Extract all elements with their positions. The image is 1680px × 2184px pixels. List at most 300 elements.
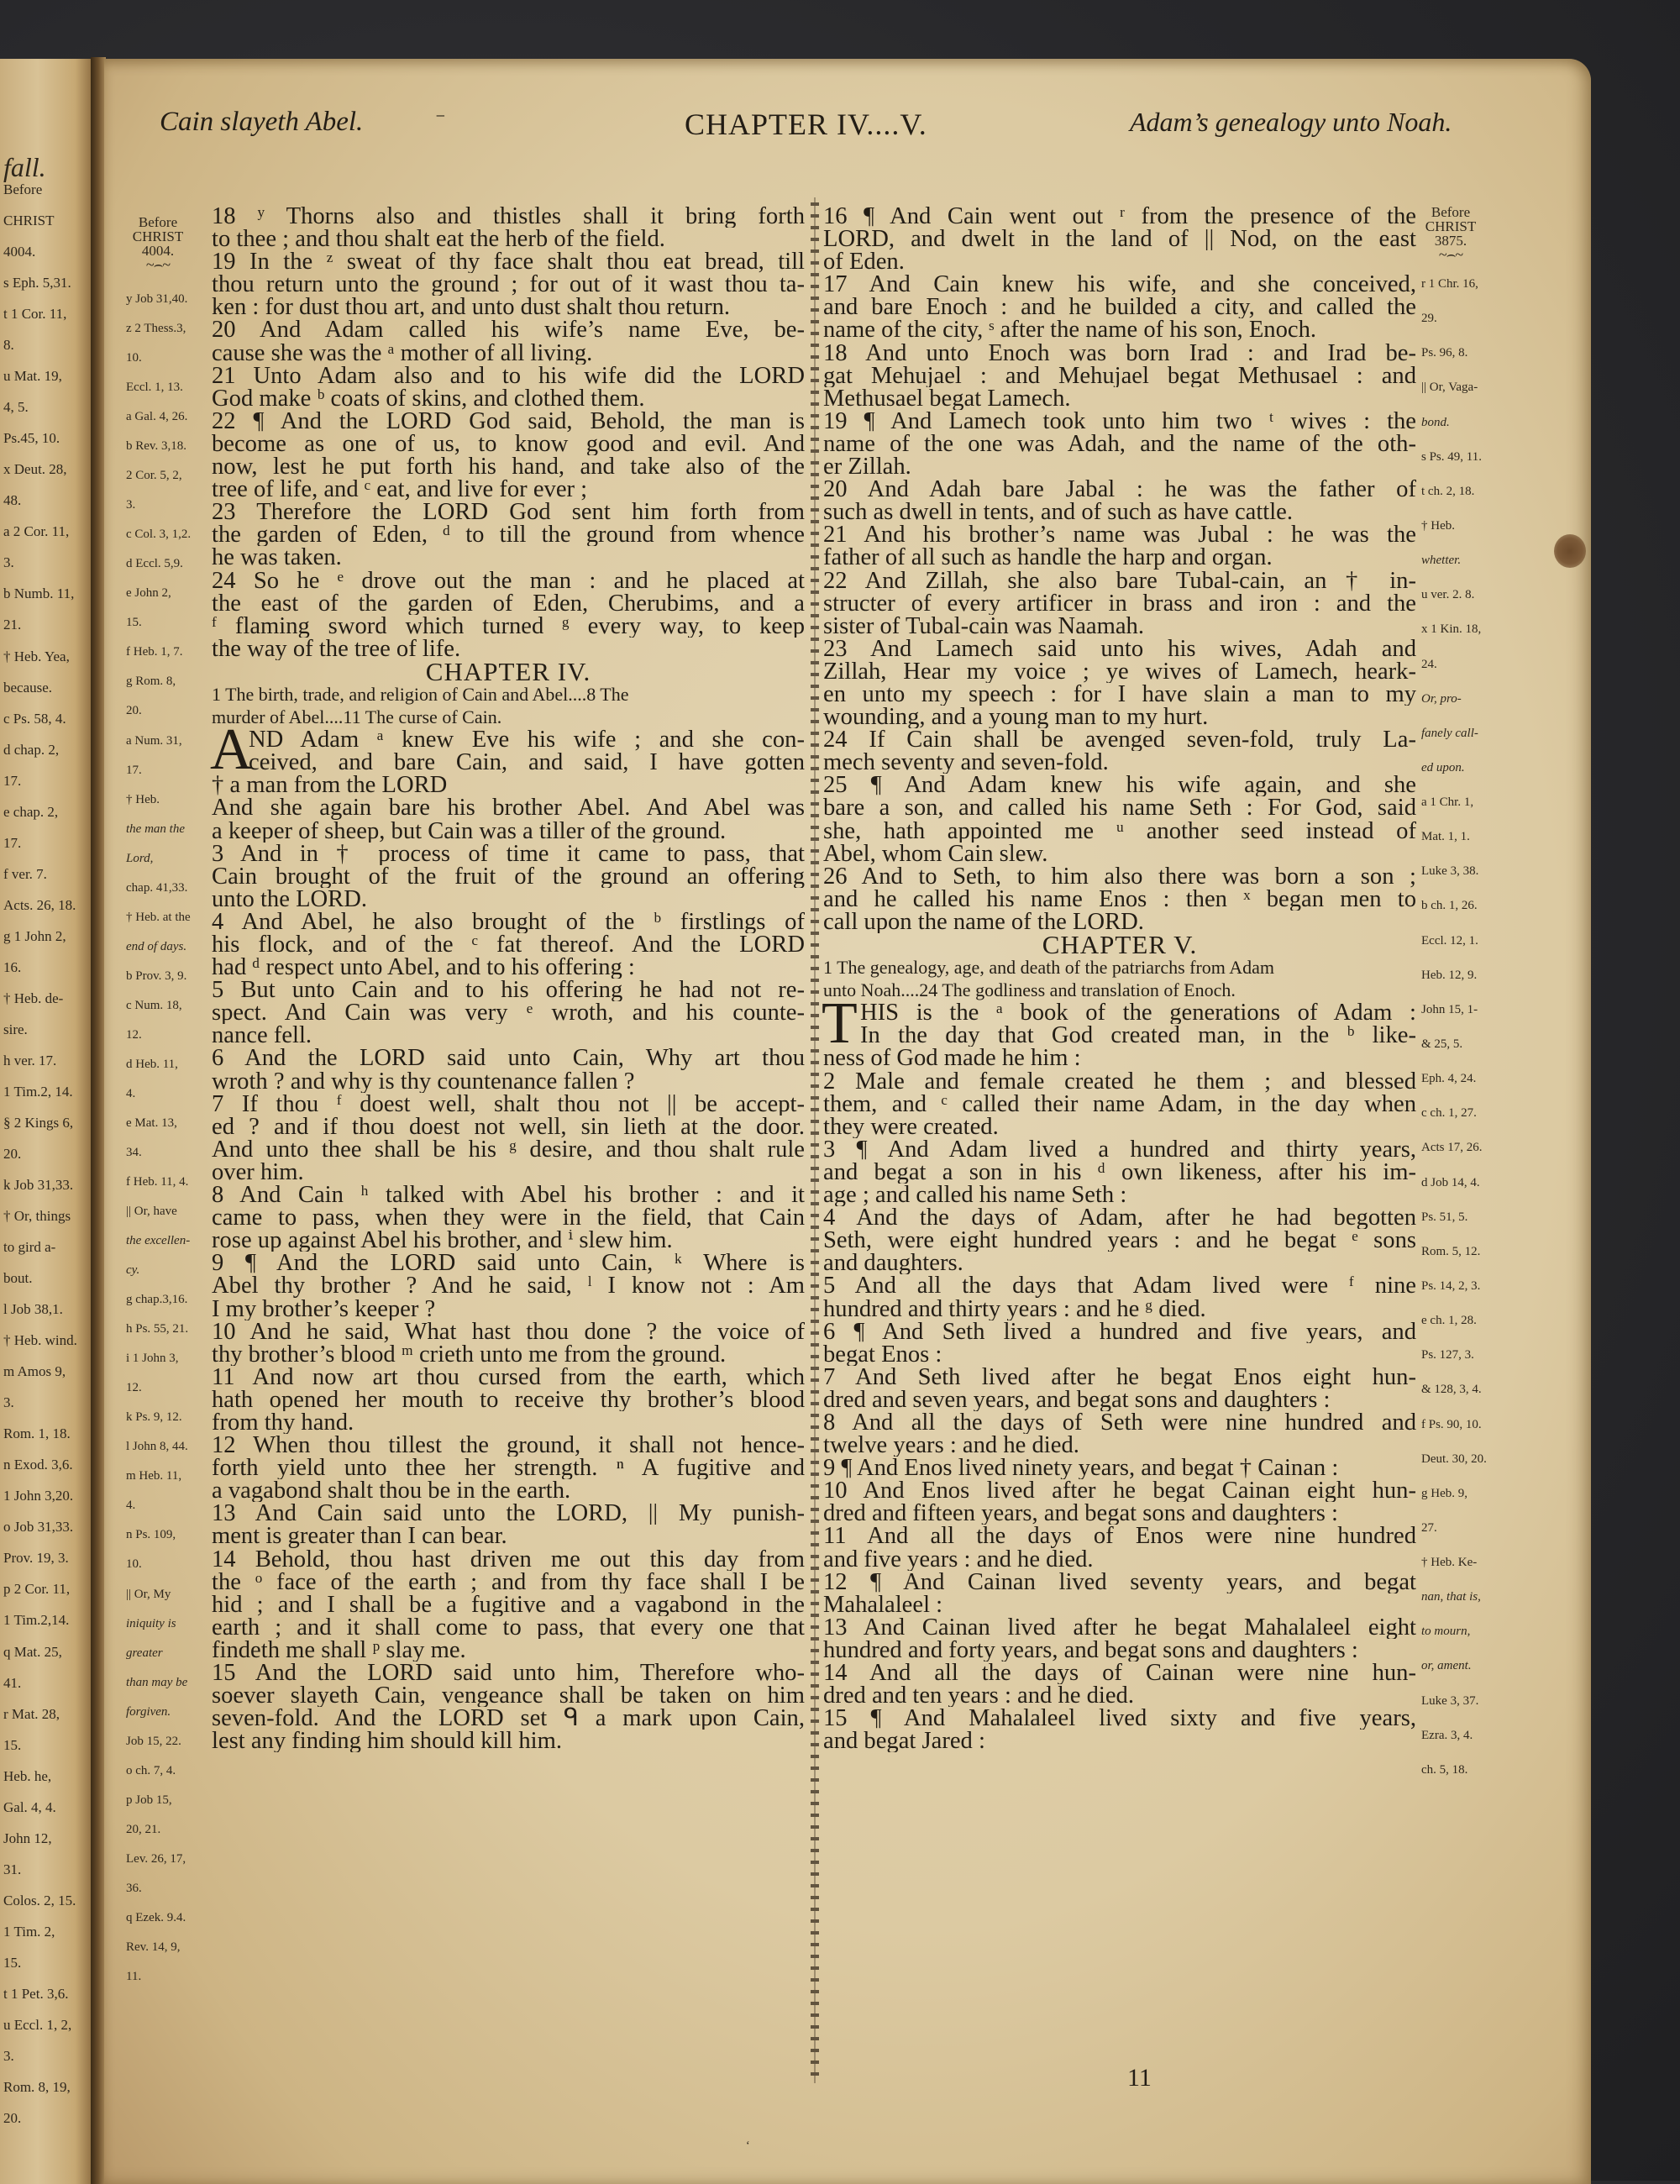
margin-reference: t ch. 2, 18. (1421, 484, 1475, 498)
margin-reference: whetter. (1421, 554, 1462, 568)
text-line: Abel, whom Cain slew. (823, 842, 1048, 865)
margin-reference: i 1 John 3, (126, 1352, 179, 1366)
previous-page-margin-note: d chap. 2, (3, 741, 60, 758)
text-line: lest any finding him should kill him. (212, 1730, 562, 1753)
margin-reference: John 15, 1- (1421, 1002, 1478, 1016)
margin-reference: 15. (126, 616, 142, 630)
text-line: 4 And Abel, he also brought of the ᵇ firstlings of (212, 910, 805, 933)
margin-reference: d Job 14, 4. (1421, 1175, 1480, 1189)
text-line: 23 And Lamech said unto his wives, Adah and (823, 637, 1416, 660)
margin-reference: o ch. 7, 4. (126, 1763, 176, 1777)
text-line: twelve years : and he died. (823, 1434, 1079, 1457)
before-christ-right (1420, 205, 1482, 262)
text-line: dred and ten years : and he died. (823, 1684, 1134, 1708)
previous-page-margin-note: 1 Tim. 2, (3, 1923, 55, 1940)
text-line: 13 And Cain said unto the LORD, || My punish- (212, 1502, 805, 1525)
previous-page-margin-note: k Job 31,33. (3, 1177, 74, 1194)
text-line: thy brother’s blood ᵐ crieth unto me from the ground. (212, 1342, 727, 1366)
text-line: 7 If thou ᶠ doest well, shalt thou not || be accept- (212, 1092, 805, 1116)
text-line: sister of Tubal-cain was Naamah. (823, 614, 1144, 638)
text-line: 7 And Seth lived after he begat Enos eight hun- (823, 1365, 1416, 1389)
margin-reference: Acts 17, 26. (1421, 1141, 1483, 1155)
previous-page-margin-note: † Heb. de- (3, 990, 64, 1006)
before-christ-line: CHRIST (1425, 218, 1477, 234)
text-line: ND Adam ᵃ knew Eve his wife ; and she con- (249, 728, 805, 752)
text-line: 12 ¶ And Cainan lived seventy years, and begat (823, 1570, 1416, 1593)
previous-page-margin-note: 3. (3, 1394, 14, 1411)
before-christ-line: 3875. (1434, 233, 1467, 249)
margin-reference: † Heb. (126, 792, 160, 806)
previous-page-margin-note: 17. (3, 772, 22, 789)
text-line: 23 Therefore the LORD God sent him forth from (212, 501, 805, 524)
previous-page-margin-note: bout. (3, 1270, 33, 1287)
text-line: 10 And Enos lived after he begat Cainan eight hun- (823, 1479, 1416, 1503)
text-line: And she again bare his brother Abel. And Abel was (212, 796, 805, 820)
margin-reference: p Job 15, (126, 1793, 172, 1807)
text-line: 22 And Zillah, she also bare Tubal-cain, an † in- (823, 569, 1416, 592)
text-line: unto Noah....24 The godliness and translation of Enoch. (823, 979, 1236, 1001)
text-line: 4 And the days of Adam, after he had begotten (823, 1206, 1416, 1230)
margin-reference: 12. (126, 1027, 142, 1042)
margin-reference: f Ps. 90, 10. (1421, 1417, 1482, 1431)
text-line: Seth, were eight hundred years : and he begat ᵉ sons (823, 1229, 1416, 1252)
margin-reference: chap. 41,33. (126, 880, 188, 895)
margin-reference: d Heb. 11, (126, 1057, 178, 1071)
margin-reference: f Heb. 11, 4. (126, 1175, 189, 1189)
before-christ-left (124, 215, 192, 272)
text-line: tree of life, and ᶜ eat, and live for ever ; (212, 478, 588, 501)
previous-page-margin-note: 4004. (3, 244, 36, 260)
margin-reference: 34. (126, 1146, 142, 1159)
text-line: 14 And all the days of Cainan were nine hun- (823, 1662, 1416, 1685)
previous-page-margin-note: t 1 Pet. 3,6. (3, 1985, 69, 2002)
previous-page-margin-note: † Heb. Yea, (3, 648, 70, 664)
text-line: she, hath appointed me ᵘ another seed instead of (823, 819, 1416, 843)
margin-reference: 27. (1421, 1520, 1437, 1535)
text-line: name of the one was Adah, and the name of the oth- (823, 432, 1416, 456)
text-line: hundred and forty years, and begat sons and daughters : (823, 1638, 1358, 1662)
text-line: HIS is the ᵃ book of the generations of Adam : (860, 1001, 1416, 1025)
margin-reference: n Ps. 109, (126, 1528, 176, 1542)
text-line: 8 And Cain ʰ talked with Abel his brother : and it (212, 1184, 805, 1207)
margin-reference: 10. (126, 1557, 142, 1572)
text-line: 2 Male and female created he them ; and blessed (823, 1069, 1416, 1093)
margin-reference: Eccl. 12, 1. (1421, 933, 1478, 948)
text-line: begat Enos : (823, 1342, 942, 1366)
previous-page-margin-note: e chap. 2, (3, 803, 59, 820)
text-line: 15 ¶ And Mahalaleel lived sixty and five years, (823, 1707, 1416, 1730)
margin-reference: † Heb. (1421, 518, 1455, 533)
margin-reference: || Or, My (126, 1587, 171, 1601)
text-line: 18 And unto Enoch was born Irad : and Irad be- (823, 341, 1416, 365)
text-line: 25 ¶ And Adam knew his wife again, and she (823, 774, 1416, 797)
margin-reference: k Ps. 9, 12. (126, 1410, 182, 1425)
margin-reference: d Eccl. 5,9. (126, 557, 183, 571)
text-line: en unto my speech : for I have slain a man to my (823, 682, 1416, 706)
text-line: a vagabond shalt thou be in the earth. (212, 1479, 571, 1503)
margin-reference: f Heb. 1, 7. (126, 645, 183, 659)
running-head-center: CHAPTER IV....V. (685, 108, 927, 141)
previous-page-margin-note: CHRIST (3, 213, 55, 229)
text-line: hundred and thirty years : and he ᵍ died. (823, 1297, 1206, 1320)
previous-page-margin-note: 3. (3, 554, 14, 571)
previous-page-margin-note: Colos. 2, 15. (3, 1892, 76, 1908)
text-line: † a man from the LORD (212, 774, 448, 797)
previous-page-margin-note: Heb. he, (3, 1767, 52, 1784)
previous-page-margin-note: sire. (3, 1021, 28, 1037)
margin-reference: Lev. 26, 17, (126, 1851, 186, 1866)
margin-reference: || Or, Vaga- (1421, 381, 1478, 395)
before-christ-line: Before (1431, 204, 1471, 220)
margin-reference: iniquity is (126, 1616, 176, 1630)
text-line: ness of God made he him : (823, 1047, 1081, 1070)
text-line: 18 ʸ Thorns also and thistles shall it bring forth (212, 205, 805, 228)
previous-page-margin-note: l Job 38,1. (3, 1301, 63, 1318)
text-line: 20 And Adam called his wife’s name Eve, be- (212, 318, 805, 342)
previous-page-margin-note: † Or, things (3, 1208, 71, 1225)
text-line: 19 ¶ And Lamech took unto him two ᵗ wives : the (823, 409, 1416, 433)
margin-reference: 4. (126, 1499, 136, 1513)
text-line: and bare Enoch : and he builded a city, and called the (823, 296, 1416, 319)
text-line: 14 Behold, thou hast driven me out this day from (212, 1547, 805, 1571)
margin-reference: greater (126, 1646, 163, 1660)
text-line: 11 And all the days of Enos were nine hundred (823, 1525, 1416, 1548)
text-line: 21 And his brother’s name was Jubal : he was the (823, 523, 1416, 547)
previous-page-margin-note: 20. (3, 2109, 22, 2126)
before-christ-line: 4004. (141, 243, 175, 259)
previous-page-margin-note: p 2 Cor. 11, (3, 1581, 71, 1598)
margin-reference: a 1 Chr. 1, (1421, 795, 1474, 810)
text-line: bare a son, and called his name Seth : For God, said (823, 796, 1416, 820)
previous-page-margin-note: 1 John 3,20. (3, 1488, 74, 1504)
signature-mark: ‘ (746, 2139, 750, 2152)
margin-reference: 36. (126, 1881, 142, 1895)
text-line: the way of the tree of life. (212, 637, 461, 660)
previous-page-margin-note: u Mat. 19, (3, 368, 62, 385)
text-line: 24 If Cain shall be avenged seven-fold, truly La- (823, 728, 1416, 752)
ornament-swash: ~⌢~ (1438, 246, 1463, 263)
text-line: father of all such as handle the harp and organ. (823, 546, 1273, 570)
previous-page-margin-note: m Amos 9, (3, 1363, 66, 1380)
text-line: spect. And Cain was very ᵉ wroth, and his counte- (212, 1001, 805, 1025)
text-line: 22 ¶ And the LORD God said, Behold, the man is (212, 409, 805, 433)
previous-page-margin-note: 41. (3, 1674, 22, 1691)
text-line: the ᵒ face of the earth ; and from thy face shall I be (212, 1570, 805, 1593)
previous-page-margin-note: Rom. 1, 18. (3, 1425, 71, 1442)
margin-reference: Job 15, 22. (126, 1734, 181, 1748)
text-line: God make ᵇ coats of skins, and clothed them. (212, 386, 645, 410)
text-line: ceived, and bare Cain, and said, I have gotten (249, 751, 805, 774)
margin-reference: Heb. 12, 9. (1421, 968, 1478, 982)
text-line: gat Mehujael : and Mehujael begat Methusael : and (823, 364, 1416, 387)
previous-page-margin-note: Rom. 8, 19, (3, 2078, 71, 2095)
previous-page-margin-note: b Numb. 11, (3, 585, 75, 602)
margin-reference: b Prov. 3, 9. (126, 969, 187, 983)
text-line: call upon the name of the LORD. (823, 910, 1144, 933)
margin-reference: r 1 Chr. 16, (1421, 277, 1478, 291)
text-line: Methusael begat Lamech. (823, 386, 1071, 410)
text-line: wounding, and a young man to my hurt. (823, 706, 1209, 729)
margin-reference: e ch. 1, 28. (1421, 1314, 1477, 1328)
margin-reference: bond. (1421, 415, 1450, 429)
text-line: 17 And Cain knew his wife, and she conceived, (823, 273, 1416, 297)
text-line: the east of the garden of Eden, Cherubims, and a (212, 591, 805, 615)
margin-reference: Luke 3, 38. (1421, 864, 1479, 879)
text-line: and begat a son in his ᵈ own likeness, after his im- (823, 1160, 1416, 1184)
text-line: age ; and called his name Seth : (823, 1184, 1127, 1207)
margin-reference: the man the (126, 822, 185, 836)
previous-page-margin-note: 3. (3, 2047, 14, 2064)
text-line: In the day that God created man, in the ᵇ like- (860, 1024, 1416, 1047)
text-line: rose up against Abel his brother, and ⁱ slew him. (212, 1229, 673, 1252)
text-line: 19 In the ᶻ sweat of thy face shalt thou eat bread, till (212, 250, 805, 274)
margin-reference: 2 Cor. 5, 2, (126, 469, 182, 483)
text-line: Zillah, Hear my voice ; ye wives of Lamech, heark- (823, 659, 1416, 683)
previous-page-margin-note: 15. (3, 1736, 22, 1753)
previous-page-margin-note: f ver. 7. (3, 865, 47, 882)
before-christ-line: Before (138, 214, 178, 230)
previous-page-margin-note: s Eph. 5,31. (3, 275, 71, 291)
text-line: forth yield unto thee her strength. ⁿ A fugitive and (212, 1457, 805, 1480)
text-line: the garden of Eden, ᵈ to till the ground from whence (212, 523, 805, 547)
previous-page-margin-note: 15. (3, 1954, 22, 1971)
margin-reference: 29. (1421, 312, 1437, 326)
text-line: 6 And the LORD said unto Cain, Why art thou (212, 1047, 805, 1070)
margin-reference: Ps. 14, 2, 3. (1421, 1278, 1481, 1293)
previous-page-margin-note: Prov. 19, 3. (3, 1550, 69, 1567)
text-line: 24 So he ᵉ drove out the man : and he placed at (212, 569, 805, 592)
text-line: Mahalaleel : (823, 1593, 943, 1616)
text-line: from thy hand. (212, 1410, 354, 1435)
margin-reference: c Col. 3, 1,2. (126, 528, 192, 542)
margin-reference: Eccl. 1, 13. (126, 381, 183, 395)
text-line: seven-fold. And the LORD set ᑫ a mark upon Cain, (212, 1707, 805, 1730)
margin-reference: 12. (126, 1381, 142, 1395)
text-line: 16 ¶ And Cain went out ʳ from the presence of the (823, 205, 1416, 228)
previous-page-margin-note: a 2 Cor. 11, (3, 523, 70, 540)
previous-page-margin-note: 1 Tim.2, 14. (3, 1083, 73, 1100)
margin-reference: b Rev. 3,18. (126, 439, 186, 454)
text-line: 3 ¶ And Adam lived a hundred and thirty years, (823, 1137, 1416, 1161)
previous-page-margin-note: u Eccl. 1, 2, (3, 2016, 72, 2033)
text-line: over him. (212, 1160, 304, 1184)
text-line: and daughters. (823, 1252, 963, 1275)
text-line: cause she was the ᵃ mother of all living. (212, 341, 593, 365)
margin-reference: m Heb. 11, (126, 1469, 182, 1483)
previous-page-margin-note: John 12, (3, 1830, 52, 1846)
previous-page-margin-note: † Heb. wind. (3, 1332, 77, 1349)
previous-page-margin-note: 21. (3, 617, 22, 633)
text-line: of Eden. (823, 250, 905, 274)
drop-cap: A (210, 717, 253, 783)
running-head-left: Cain slayeth Abel. (160, 107, 364, 137)
text-line: to thee ; and thou shalt eat the herb of the field. (212, 228, 665, 251)
text-line: 1 The genealogy, age, and death of the patriarchs from Adam (823, 957, 1274, 979)
text-line: ment is greater than I can bear. (212, 1525, 507, 1548)
text-line: a keeper of sheep, but Cain was a tiller of the ground. (212, 819, 727, 843)
margin-reference: y Job 31,40. (126, 292, 188, 306)
margin-reference: z 2 Thess.3, (126, 322, 186, 336)
margin-reference: a Num. 31, (126, 733, 182, 748)
margin-reference: Ps. 127, 3. (1421, 1348, 1474, 1362)
text-line: and begat Jared : (823, 1730, 985, 1753)
text-line: LORD, and dwelt in the land of || Nod, on the east (823, 228, 1416, 251)
text-line: 1 The birth, trade, and religion of Cain and Abel....8 The (212, 683, 629, 705)
previous-page-margin-note: t 1 Cor. 11, (3, 306, 67, 323)
text-line: he was taken. (212, 546, 342, 570)
previous-page-margin-note: fall. (3, 152, 46, 182)
margin-reference: g chap.3,16. (126, 1293, 188, 1307)
previous-page-margin-note: 4, 5. (3, 399, 29, 416)
margin-reference: Lord, (126, 851, 154, 865)
text-line: 20 And Adah bare Jabal : he was the father of (823, 478, 1416, 501)
margin-reference: 17. (126, 763, 142, 777)
margin-reference: fanely call- (1421, 726, 1478, 740)
margin-reference: u ver. 2. 8. (1421, 588, 1475, 602)
text-line: 12 When thou tillest the ground, it shall not hence- (212, 1434, 805, 1457)
text-line: 13 And Cainan lived after he begat Mahalaleel eight (823, 1615, 1416, 1639)
margin-reference: 20. (126, 704, 142, 718)
previous-page-margin-note: 8. (3, 337, 14, 354)
margin-reference: to mourn, (1421, 1625, 1471, 1639)
margin-reference: ed upon. (1421, 760, 1465, 774)
margin-reference: c ch. 1, 27. (1421, 1106, 1477, 1121)
margin-reference: forgiven. (126, 1704, 171, 1719)
margin-reference: g Rom. 8, (126, 675, 176, 689)
running-head-right: Adam’s genealogy unto Noah. (1130, 107, 1452, 137)
previous-page-margin-note: because. (3, 679, 53, 696)
text-line: such as dwell in tents, and of such as have cattle. (823, 501, 1294, 524)
margin-reference: Ezra. 3, 4. (1421, 1728, 1473, 1742)
right-text-column (823, 205, 1416, 1752)
margin-reference: x 1 Kin. 18, (1421, 622, 1482, 637)
page-number: 11 (1127, 2064, 1152, 2092)
text-line: had ᵈ respect unto Abel, and to his offering : (212, 956, 635, 979)
previous-page-margin-note: Ps.45, 10. (3, 430, 60, 447)
paper-stain (1554, 534, 1586, 568)
margin-reference: or, ament. (1421, 1659, 1472, 1673)
text-line: hid ; and I shall be a fugitive and a vagabond in the (212, 1593, 805, 1616)
margin-reference: Eph. 4, 24. (1421, 1072, 1477, 1086)
margin-reference: Mat. 1, 1. (1421, 830, 1470, 844)
previous-page-margin-note: Before (3, 181, 43, 198)
margin-reference: l John 8, 44. (126, 1440, 188, 1454)
previous-page-margin-note: to gird a- (3, 1239, 56, 1256)
previous-page-margin-note: 1 Tim.2,14. (3, 1612, 70, 1629)
margin-reference: e John 2, (126, 586, 171, 601)
margin-reference: 4. (126, 1086, 136, 1100)
previous-page-margin-note: 16. (3, 958, 22, 975)
text-line: 21 Unto Adam also and to his wife did the LORD (212, 364, 805, 387)
text-line: ᶠ flaming sword which turned ᵍ every way, to keep (212, 614, 805, 638)
margin-reference: 11. (126, 1969, 142, 1983)
left-text-column (212, 205, 805, 1752)
text-line: ed ? and if thou doest not well, sin lieth at the door. (212, 1115, 805, 1138)
text-line: 6 ¶ And Seth lived a hundred and five years, and (823, 1320, 1416, 1343)
text-line: murder of Abel....11 The curse of Cain. (212, 706, 502, 728)
text-line: soever slayeth Cain, vengeance shall be taken on him (212, 1684, 805, 1708)
text-line: er Zillah. (823, 455, 911, 479)
margin-reference: cy. (126, 1263, 140, 1278)
margin-reference: † Heb. Ke- (1421, 1556, 1478, 1570)
text-line: hath opened her mouth to receive thy brother’s blood (212, 1388, 805, 1411)
margin-reference: Or, pro- (1421, 691, 1462, 706)
previous-page-margin-note: 31. (3, 1861, 22, 1877)
margin-reference: & 25, 5. (1421, 1037, 1463, 1051)
margin-reference: 10. (126, 351, 142, 365)
margin-reference: 3. (126, 498, 136, 512)
previous-page-margin-note: 17. (3, 834, 22, 851)
text-line: 9 ¶ And the LORD said unto Cain, ᵏ Where is (212, 1252, 805, 1275)
text-line: 15 And the LORD said unto him, Therefore who- (212, 1662, 805, 1685)
text-line: I my brother’s keeper ? (212, 1297, 436, 1320)
header-ornament: ⁻ (435, 109, 446, 131)
text-line: CHAPTER V. (1042, 933, 1198, 957)
margin-reference: nan, that is, (1421, 1590, 1481, 1604)
previous-page-margin-note: c Ps. 58, 4. (3, 710, 66, 727)
margin-reference: b ch. 1, 26. (1421, 899, 1478, 913)
text-line: findeth me shall ᵖ slay me. (212, 1638, 466, 1662)
text-line: unto the LORD. (212, 887, 368, 911)
previous-page-margin-note: 20. (3, 1146, 22, 1162)
margin-reference: 20, 21. (126, 1822, 161, 1836)
text-line: and he called his name Enos : then ˣ began men to (823, 887, 1416, 911)
previous-page-margin-note: x Deut. 28, (3, 461, 67, 478)
drop-cap: T (822, 990, 858, 1056)
text-line: Abel thy brother ? And he said, ˡ I know not : Am (212, 1274, 805, 1298)
text-line: 11 And now art thou cursed from the earth, which (212, 1365, 805, 1389)
margin-reference: the excellen- (126, 1234, 191, 1248)
previous-page-margin-note: Gal. 4, 4. (3, 1798, 56, 1815)
previous-page-margin-note: g 1 John 2, (3, 927, 66, 944)
text-line: structer of every artificer in brass and iron : and the (823, 591, 1416, 615)
text-line: Cain brought of the fruit of the ground an offering (212, 864, 805, 888)
margin-reference: h Ps. 55, 21. (126, 1322, 189, 1336)
margin-reference: & 128, 3, 4. (1421, 1383, 1482, 1397)
text-line: name of the city, ˢ after the name of his son, Enoch. (823, 318, 1317, 342)
margin-reference: g Heb. 9, (1421, 1486, 1467, 1500)
text-line: them, and ᶜ called their name Adam, in the day when (823, 1092, 1416, 1116)
margin-reference: c Num. 18, (126, 998, 182, 1012)
previous-page-margin-note: r Mat. 28, (3, 1705, 60, 1722)
text-line: earth ; and it shall come to pass, that every one that (212, 1615, 805, 1639)
text-line: CHAPTER IV. (425, 659, 591, 683)
text-line: mech seventy and seven-fold. (823, 751, 1109, 774)
ornament-swash: ~⌢~ (145, 256, 171, 273)
previous-page-margin-note: q Mat. 25, (3, 1643, 62, 1660)
margin-reference: ch. 5, 18. (1421, 1762, 1468, 1777)
text-line: and five years : and he died. (823, 1547, 1094, 1571)
previous-page-margin-note: o Job 31,33. (3, 1519, 74, 1536)
text-line: 26 And to Seth, to him also there was born a son ; (823, 864, 1416, 888)
previous-page-margin-note: h ver. 17. (3, 1052, 57, 1068)
margin-reference: e Mat. 13, (126, 1116, 177, 1130)
margin-reference: 24. (1421, 657, 1437, 671)
text-line: become as one of us, to know good and evil. And (212, 432, 805, 456)
margin-reference: Luke 3, 37. (1421, 1693, 1479, 1708)
before-christ-line: CHRIST (132, 228, 184, 244)
text-line: dred and seven years, and begat sons and daughters : (823, 1388, 1331, 1411)
text-line: And unto thee shall be his ᵍ desire, and thou shalt rule (212, 1137, 805, 1161)
margin-reference: † Heb. at the (126, 910, 191, 924)
margin-reference: a Gal. 4, 26. (126, 410, 188, 424)
text-line: wroth ? and why is thy countenance fallen ? (212, 1069, 635, 1093)
text-line: came to pass, when they were in the field, that Cain (212, 1206, 805, 1230)
text-line: 5 And all the days that Adam lived were ᶠ nine (823, 1274, 1416, 1298)
margin-reference: end of days. (126, 939, 187, 953)
previous-page-edge (0, 59, 97, 2184)
text-line: 3 And in † process of time it came to pass, that (212, 842, 805, 865)
